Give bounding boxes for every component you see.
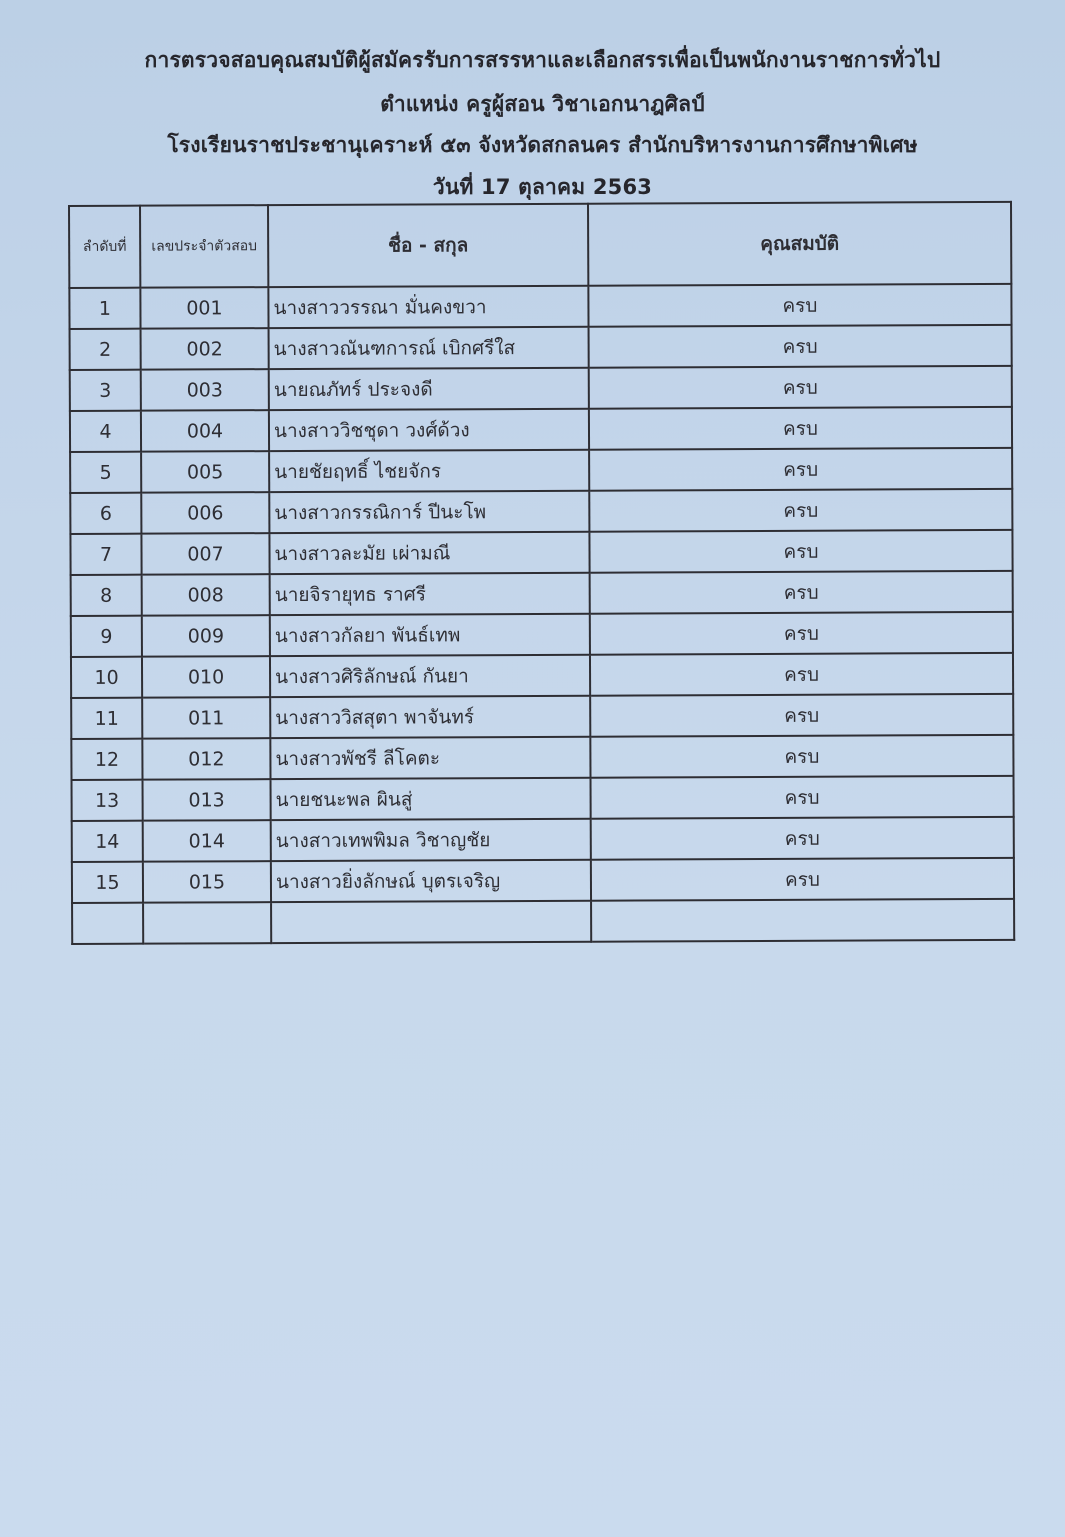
cell-name: นางสาวยิ่งลักษณ์ บุตรเจริญ	[271, 860, 591, 902]
cell-exam-id: 008	[142, 574, 270, 616]
cell-name: นายจิรายุทธ ราศรี	[270, 573, 590, 615]
cell-order: 4	[70, 411, 141, 452]
cell-exam-id	[143, 902, 271, 944]
cell-qualification: ครบ	[590, 571, 1013, 614]
cell-exam-id: 003	[141, 369, 269, 411]
cell-name: นางสาวเทพพิมล วิชาญชัย	[271, 819, 591, 861]
cell-exam-id: 002	[141, 328, 269, 370]
table-row	[71, 571, 1013, 616]
cell-name: นางสาววิชชุดา วงศ์ด้วง	[269, 409, 589, 451]
table-row	[72, 817, 1014, 862]
table-row-empty	[72, 899, 1014, 944]
table-header-row	[69, 202, 1011, 288]
cell-order: 11	[71, 698, 142, 739]
table-row	[71, 612, 1013, 657]
cell-order: 2	[70, 329, 141, 370]
document-title: การตรวจสอบคุณสมบัติผู้สมัครรับการสรรหาและเลือกสรรเพื่อเป็นพนักงานราชการทั่วไป	[144, 48, 941, 72]
cell-name	[271, 901, 591, 943]
cell-name: นางสาวละมัย เผ่ามณี	[269, 532, 589, 574]
table-row	[70, 448, 1012, 493]
school-line: โรงเรียนราชประชานุเคราะห์ ๕๓ จังหวัดสกลนคร สำนักบริหารงานการศึกษาพิเศษ	[167, 133, 918, 157]
cell-name: นายชนะพล ผินสู่	[271, 778, 591, 820]
cell-exam-id: 006	[141, 492, 269, 534]
table-row	[71, 653, 1013, 698]
header-name: ชื่อ - สกุล	[268, 204, 588, 287]
cell-order: 7	[70, 534, 141, 575]
table-row	[71, 694, 1013, 739]
cell-qualification: ครบ	[591, 817, 1014, 860]
cell-name: นายชัยฤทธิ์ ไชยจักร	[269, 450, 589, 492]
cell-exam-id: 010	[142, 656, 270, 698]
cell-order: 8	[71, 575, 142, 616]
cell-order: 15	[72, 862, 143, 903]
table-row	[70, 366, 1012, 411]
cell-qualification: ครบ	[590, 653, 1013, 696]
cell-qualification: ครบ	[589, 407, 1012, 450]
cell-qualification	[591, 899, 1014, 942]
cell-name: นางสาววรรณา มั่นคงขวา	[268, 286, 588, 328]
table-row	[71, 735, 1013, 780]
cell-order: 6	[70, 493, 141, 534]
cell-exam-id: 004	[141, 410, 269, 452]
cell-order	[72, 903, 143, 944]
cell-name: นายณภัทร์ ประจงดี	[269, 368, 589, 410]
cell-exam-id: 011	[142, 697, 270, 739]
cell-name: นางสาวศิริลักษณ์ กันยา	[270, 655, 590, 697]
header-qualification: คุณสมบัติ	[588, 202, 1011, 286]
cell-exam-id: 015	[143, 861, 271, 903]
cell-qualification: ครบ	[590, 735, 1013, 778]
cell-name: นางสาวกัลยา พันธ์เทพ	[270, 614, 590, 656]
table-row	[70, 407, 1012, 452]
table-row	[72, 776, 1014, 821]
cell-exam-id: 013	[143, 779, 271, 821]
header-exam-id: เลขประจำตัวสอบ	[140, 205, 268, 288]
cell-qualification: ครบ	[589, 366, 1012, 409]
cell-exam-id: 001	[140, 287, 268, 329]
table-row	[69, 284, 1011, 329]
table-row	[72, 858, 1014, 903]
cell-exam-id: 014	[143, 820, 271, 862]
cell-order: 5	[70, 452, 141, 493]
cell-order: 13	[72, 780, 143, 821]
table-row	[70, 489, 1012, 534]
cell-order: 12	[71, 739, 142, 780]
cell-qualification: ครบ	[589, 489, 1012, 532]
cell-order: 10	[71, 657, 142, 698]
cell-order: 1	[69, 288, 140, 329]
cell-name: นางสาวพัชรี ลีโคตะ	[270, 737, 590, 779]
cell-name: นางสาววิสสุตา พาจันทร์	[270, 696, 590, 738]
cell-qualification: ครบ	[591, 776, 1014, 819]
cell-qualification: ครบ	[590, 694, 1013, 737]
cell-name: นางสาวกรรณิการ์ ปีนะโพ	[269, 491, 589, 533]
cell-order: 3	[70, 370, 141, 411]
cell-qualification: ครบ	[589, 325, 1012, 368]
qualification-table	[68, 201, 1015, 945]
cell-qualification: ครบ	[589, 448, 1012, 491]
table-row	[70, 325, 1012, 370]
cell-order: 9	[71, 616, 142, 657]
cell-exam-id: 009	[142, 615, 270, 657]
cell-name: นางสาวณันฑการณ์ เบิกศรีใส	[269, 327, 589, 369]
cell-exam-id: 005	[141, 451, 269, 493]
cell-qualification: ครบ	[591, 858, 1014, 901]
cell-exam-id: 012	[142, 738, 270, 780]
cell-qualification: ครบ	[588, 284, 1011, 327]
header-order: ลำดับที่	[69, 206, 140, 288]
position-line: ตำแหน่ง ครูผู้สอน วิชาเอกนาฎศิลป์	[380, 92, 705, 116]
date-line: วันที่ 17 ตุลาคม 2563	[432, 175, 653, 199]
cell-exam-id: 007	[141, 533, 269, 575]
table-row	[70, 530, 1012, 575]
cell-qualification: ครบ	[589, 530, 1012, 573]
cell-order: 14	[72, 821, 143, 862]
cell-qualification: ครบ	[590, 612, 1013, 655]
